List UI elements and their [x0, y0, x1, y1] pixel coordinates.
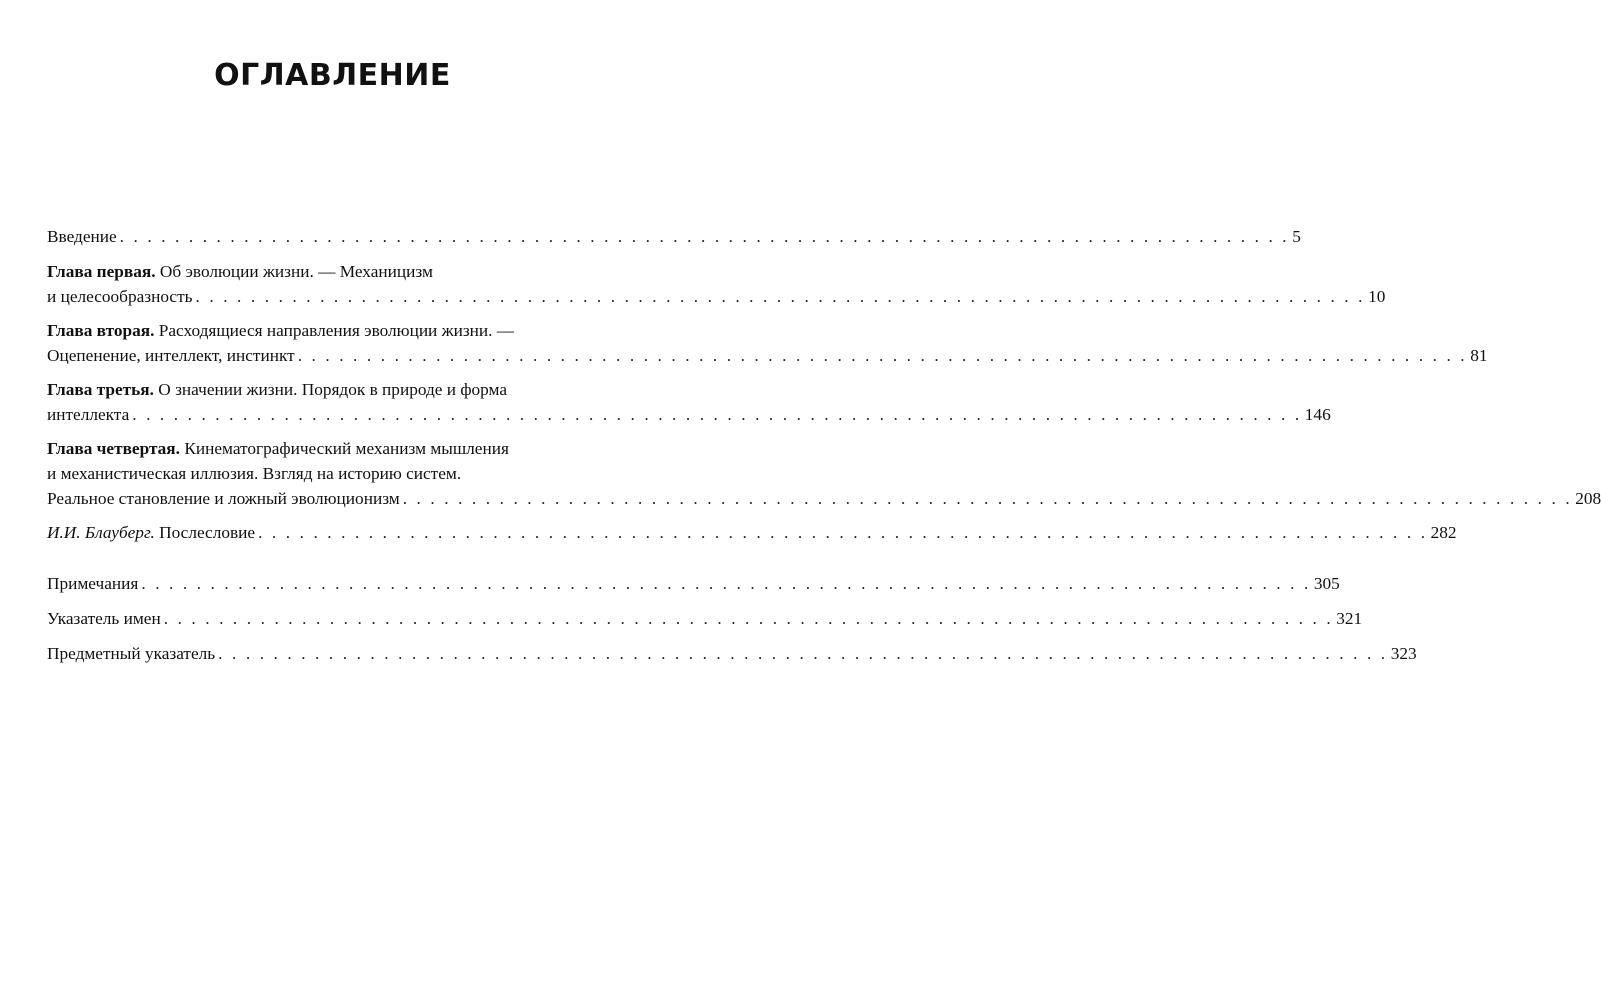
toc-entry-last-line — [47, 520, 1457, 545]
toc-entry-title: Введение — [47, 227, 117, 246]
toc-entry-title-end: и целесообразность — [47, 287, 193, 306]
toc-entry-title: Примечания — [47, 574, 139, 593]
chapter-label: Глава третья. — [47, 380, 154, 399]
dot-leader: . . . . . . . . . . . . . . . . . . . . . . . . . . . . . . . . . . . . . . . . . . . . . . . . . . . . . . . . . . . . . . . . . . . . . . . . . . . . . . . . . . . . . — [163, 609, 1334, 628]
toc-page-number: 282 — [1430, 523, 1457, 542]
toc-entry-title: Указатель имен — [47, 609, 161, 628]
toc-entry-first-line — [47, 436, 625, 461]
toc-entry-last-line — [47, 224, 1301, 249]
toc-entry-last-line — [47, 571, 1340, 596]
toc-page-number: 5 — [1292, 227, 1301, 246]
toc-page-number: 208 — [1575, 489, 1601, 508]
toc-entry-subject-index[interactable] — [47, 641, 1417, 666]
toc-entry-last-line — [47, 641, 1417, 666]
dot-leader: . . . . . . . . . . . . . . . . . . . . . . . . . . . . . . . . . . . . . . . . . . . . . . . . . . . . . . . . . . . . . . . . . . . . . . . . . . . . . . . . . . . . . — [132, 405, 1302, 424]
dot-leader: . . . . . . . . . . . . . . . . . . . . . . . . . . . . . . . . . . . . . . . . . . . . . . . . . . . . . . . . . . . . . . . . . . . . . . . . . . . . . . . . . . . . . — [258, 523, 1428, 542]
toc-entry-notes[interactable] — [47, 571, 1340, 596]
toc-entry-first-line — [47, 318, 625, 343]
toc-entry-first-line — [47, 259, 625, 284]
toc-entry-title: Об эволюции жизни. — Механицизм — [159, 262, 433, 281]
toc-entry-chapter-2[interactable] — [47, 318, 1488, 368]
toc-entry-last-line — [47, 486, 1601, 511]
toc-entry-last-line — [47, 343, 1488, 368]
table-of-contents — [47, 224, 1601, 666]
toc-page-number: 10 — [1368, 287, 1386, 306]
toc-entry-title-end: Реальное становление и ложный эволюционизм — [47, 489, 400, 508]
dot-leader: . . . . . . . . . . . . . . . . . . . . . . . . . . . . . . . . . . . . . . . . . . . . . . . . . . . . . . . . . . . . . . . . . . . . . . . . . . . . . . . . . . . . . — [297, 346, 1468, 365]
toc-entry-introduction[interactable] — [47, 224, 1301, 249]
toc-entry-name-index[interactable] — [47, 606, 1363, 631]
toc-entry-chapter-4[interactable] — [47, 436, 1601, 511]
toc-page-number: 323 — [1390, 644, 1417, 663]
toc-entry-chapter-1[interactable] — [47, 259, 1386, 309]
toc-entry-title: О значении жизни. Порядок в природе и форма — [158, 380, 508, 399]
dot-leader: . . . . . . . . . . . . . . . . . . . . . . . . . . . . . . . . . . . . . . . . . . . . . . . . . . . . . . . . . . . . . . . . . . . . . . . . . . . . . . . . . . . . . — [218, 644, 1388, 663]
dot-leader: . . . . . . . . . . . . . . . . . . . . . . . . . . . . . . . . . . . . . . . . . . . . . . . . . . . . . . . . . . . . . . . . . . . . . . . . . . . . . . . . . . . . . — [141, 574, 1311, 593]
toc-entry-last-line — [47, 284, 1386, 309]
toc-entry-title: Кинематографический механизм мышления — [184, 439, 509, 458]
dot-leader: . . . . . . . . . . . . . . . . . . . . . . . . . . . . . . . . . . . . . . . . . . . . . . . . . . . . . . . . . . . . . . . . . . . . . . . . . . . . . . . . . . . . . — [402, 489, 1573, 508]
toc-page-number: 146 — [1304, 405, 1331, 424]
toc-entry-first-line — [47, 377, 625, 402]
toc-entry-last-line — [47, 402, 1331, 427]
toc-page-number: 321 — [1336, 609, 1363, 628]
toc-entry-title-end: Оцепенение, интеллект, инстинкт — [47, 346, 295, 365]
toc-entry-title-end: интеллекта — [47, 405, 130, 424]
toc-entry-afterword[interactable] — [47, 520, 1457, 545]
toc-page-number: 305 — [1313, 574, 1340, 593]
toc-entry-last-line — [47, 606, 1363, 631]
dot-leader: . . . . . . . . . . . . . . . . . . . . . . . . . . . . . . . . . . . . . . . . . . . . . . . . . . . . . . . . . . . . . . . . . . . . . . . . . . . . . . . . . . . . . — [195, 287, 1366, 306]
chapter-label: Глава четвертая. — [47, 439, 180, 458]
toc-entry-title: Предметный указатель — [47, 644, 216, 663]
toc-page-number: 81 — [1470, 346, 1488, 365]
toc-entry-title: Послесловие — [159, 523, 256, 542]
toc-entry-chapter-3[interactable] — [47, 377, 1331, 427]
author-name: И.И. Блауберг. — [47, 523, 155, 542]
dot-leader: . . . . . . . . . . . . . . . . . . . . . . . . . . . . . . . . . . . . . . . . . . . . . . . . . . . . . . . . . . . . . . . . . . . . . . . . . . . . . . . . . . . . . — [119, 227, 1290, 246]
toc-entry-title: Расходящиеся направления эволюции жизни. — — [158, 321, 515, 340]
toc-entry-second-line: и механистическая иллюзия. Взгляд на историю систем. — [47, 464, 462, 483]
page-title: ОГЛАВЛЕНИЕ — [214, 58, 451, 93]
chapter-label: Глава вторая. — [47, 321, 155, 340]
chapter-label: Глава первая. — [47, 262, 156, 281]
